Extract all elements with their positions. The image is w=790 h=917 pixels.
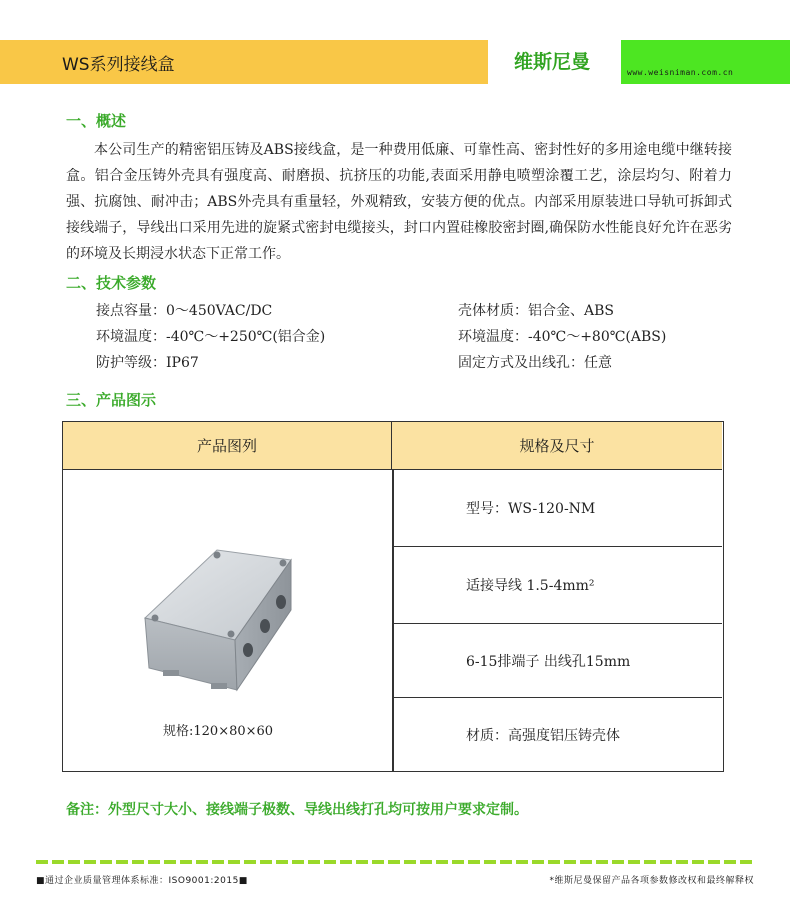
page-title: WS系列接线盒: [62, 55, 175, 75]
brand-name: 维斯尼曼: [514, 51, 591, 73]
image-caption: 规格:120×80×60: [163, 724, 274, 739]
remark-note: 备注：外型尺寸大小、接线端子极数、导线出线打孔均可按用户要求定制。: [66, 802, 528, 818]
param-row: [96, 324, 736, 350]
param-row: [96, 298, 736, 324]
product-heading: 三、产品图示: [66, 391, 157, 409]
website-url: www.weisniman.com.cn: [627, 68, 734, 77]
params-heading: 二、技术参数: [66, 274, 157, 292]
spec-terminals: 6-15排端子 出线孔15mm: [394, 624, 722, 698]
param-right: 环境温度：-40℃～+80℃(ABS): [458, 329, 667, 345]
overview-heading: 一、概述: [66, 112, 127, 130]
param-right: 壳体材质：铝合金、ABS: [458, 303, 614, 319]
product-table: [62, 421, 724, 772]
param-left: 防护等级：IP67: [96, 355, 199, 371]
param-left: 环境温度：-40℃～+250℃(铝合金): [96, 329, 326, 345]
param-left: 接点容量：0～450VAC/DC: [96, 303, 273, 319]
param-right: 固定方式及出线孔：任意: [458, 355, 612, 371]
params-list: [96, 298, 736, 376]
table-header-image: 产品图列: [63, 422, 392, 470]
spec-model: 型号：WS-120-NM: [394, 470, 722, 547]
brand-block: [621, 40, 790, 84]
table-header-specs: 规格及尺寸: [392, 422, 722, 470]
junction-box-image: [133, 540, 323, 710]
footer-disclaimer: *维斯尼曼保留产品各项参数修改权和最终解释权: [549, 876, 754, 886]
overview-text: 本公司生产的精密铝压铸及ABS接线盒，是一种费用低廉、可靠性高、密封性好的多用途电缆中继转接盒。铝合金压铸外壳具有强度高、耐磨损、抗挤压的功能,表面采用静电喷塑涂覆工艺，涂层均匀、附着力强、抗腐蚀、耐冲击；ABS外壳具有重量轻，外观精致，安装方便的优点。内部采用原装进口导轨可拆卸式接线端子，导线出口采用先进的旋紧式密封电缆接头，封口内置硅橡胶密封圈,确保防水性能良好允许在恶劣的环境及长期浸水状态下正常工作。: [66, 142, 732, 262]
spec-material: 材质：高强度铝压铸壳体: [466, 727, 620, 744]
param-row: [96, 350, 736, 376]
spec-wire: 适接导线 1.5-4mm²: [394, 547, 722, 624]
footer-divider: [36, 860, 754, 864]
footer-certification: ■通过企业质量管理体系标准：ISO9001:2015■: [36, 876, 248, 886]
